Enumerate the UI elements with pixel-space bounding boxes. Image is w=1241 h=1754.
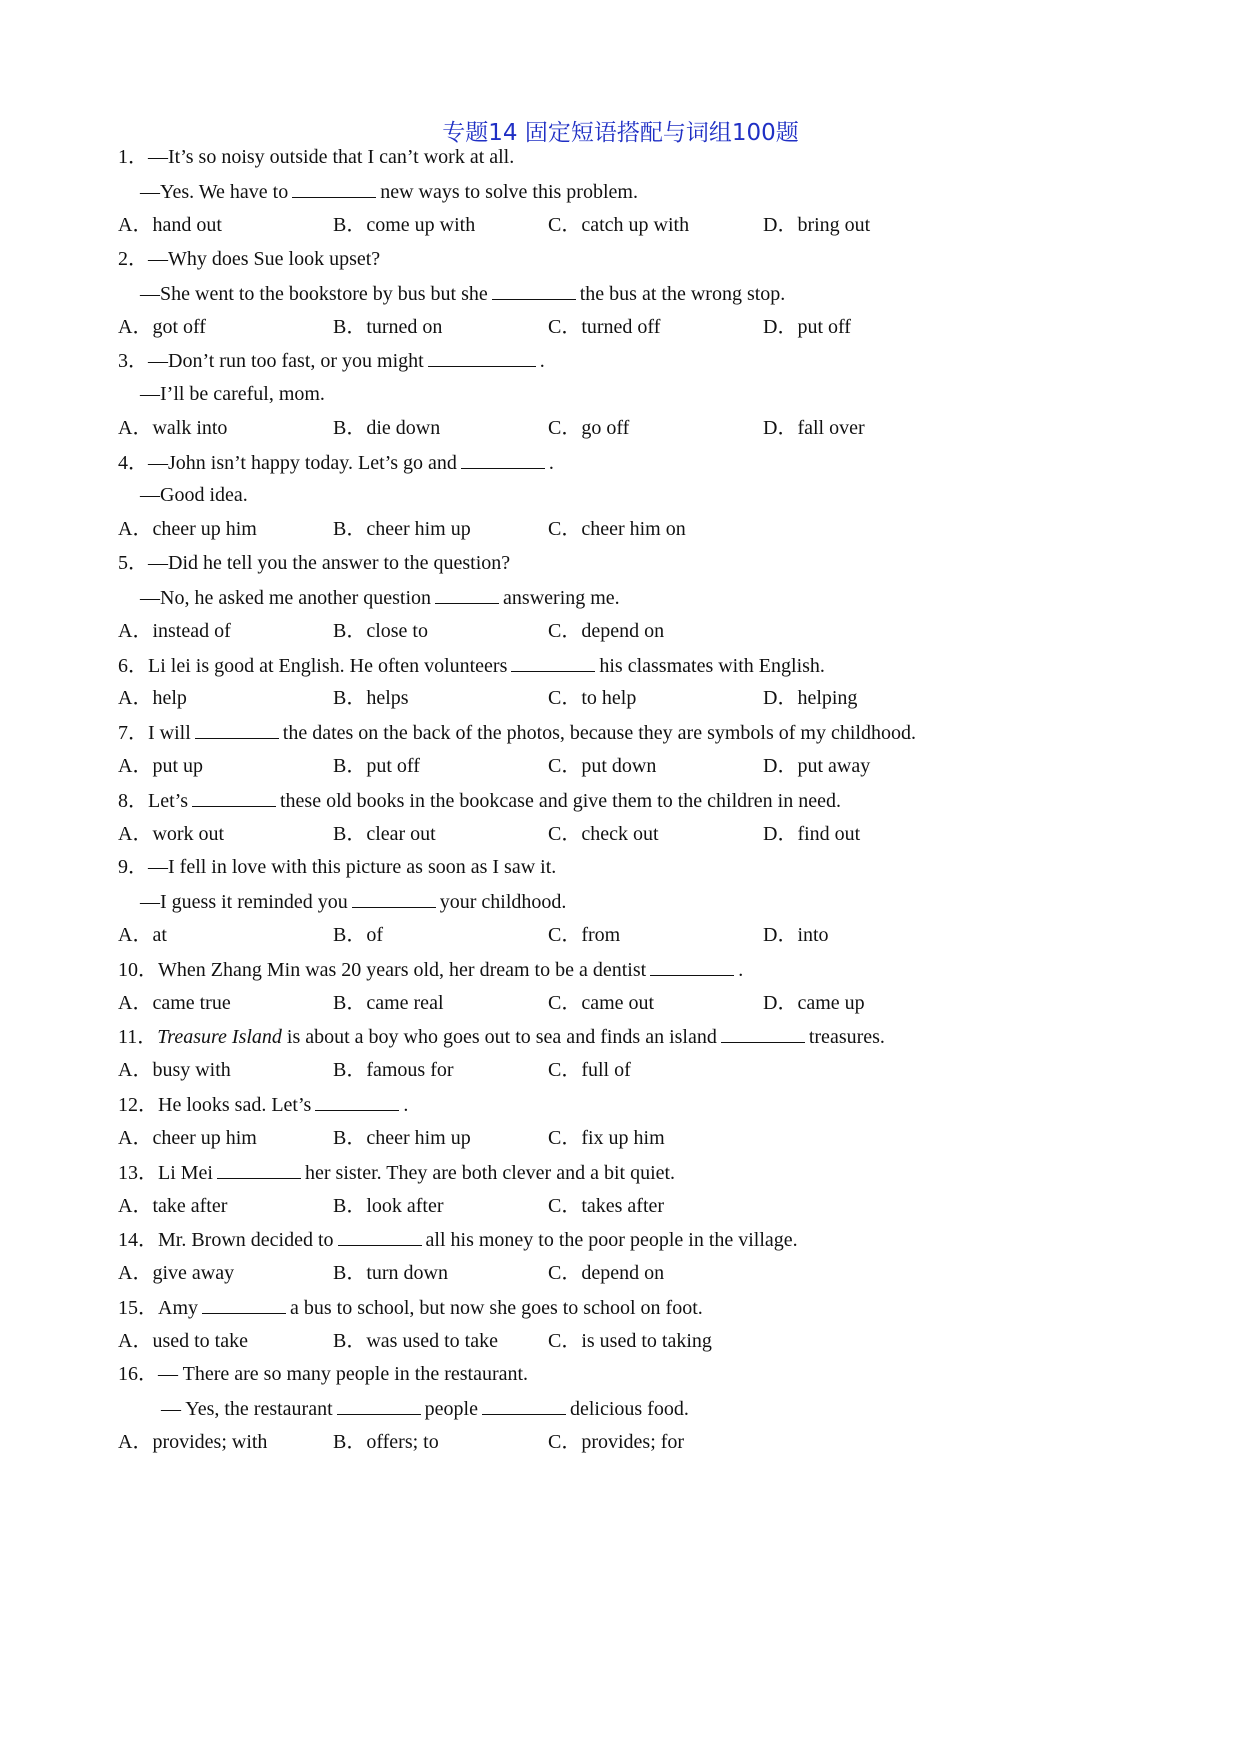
option-b: B．close to bbox=[333, 620, 428, 642]
option-c: C．put down bbox=[548, 755, 657, 777]
option-b: B．was used to take bbox=[333, 1330, 498, 1352]
option-c: C．full of bbox=[548, 1059, 631, 1081]
option-a: A．used to take bbox=[118, 1330, 248, 1352]
question-16-reply: — Yes, the restaurant people delicious food. bbox=[161, 1398, 689, 1420]
option-c: C．turned off bbox=[548, 316, 661, 338]
question-6-stem: 6．Li lei is good at English. He often volunteers his classmates with English. bbox=[118, 655, 825, 677]
question-11-stem: 11．Treasure Island is about a boy who goes out to sea and finds an island treasures. bbox=[118, 1026, 885, 1048]
option-c: C．depend on bbox=[548, 1262, 665, 1284]
answer-blank bbox=[721, 1024, 805, 1043]
answer-blank bbox=[202, 1295, 286, 1314]
option-d: D．bring out bbox=[763, 214, 871, 236]
option-b: B．clear out bbox=[333, 823, 436, 845]
question-3-reply: —I’ll be careful, mom. bbox=[140, 383, 325, 405]
option-d: D．into bbox=[763, 924, 829, 946]
option-b: B．offers; to bbox=[333, 1431, 439, 1453]
answer-blank bbox=[292, 179, 376, 198]
option-b: B．put off bbox=[333, 755, 420, 777]
answer-blank bbox=[315, 1092, 399, 1111]
answer-blank bbox=[511, 653, 595, 672]
option-b: B．of bbox=[333, 924, 383, 946]
question-2-reply: —She went to the bookstore by bus but she the bus at the wrong stop. bbox=[140, 283, 786, 305]
option-c: C．catch up with bbox=[548, 214, 690, 236]
answer-blank bbox=[492, 281, 576, 300]
question-15-stem: 15．Amy a bus to school, but now she goes to school on foot. bbox=[118, 1297, 703, 1319]
answer-blank bbox=[352, 889, 436, 908]
question-7-stem: 7．I will the dates on the back of the photos, because they are symbols of my childhood. bbox=[118, 722, 916, 744]
option-b: B．cheer him up bbox=[333, 1127, 471, 1149]
question-13-stem: 13．Li Mei her sister. They are both clever and a bit quiet. bbox=[118, 1162, 676, 1184]
answer-blank bbox=[650, 957, 734, 976]
option-a: A．instead of bbox=[118, 620, 231, 642]
option-a: A．busy with bbox=[118, 1059, 231, 1081]
option-d: D．helping bbox=[763, 687, 858, 709]
option-b: B．famous for bbox=[333, 1059, 454, 1081]
option-d: D．find out bbox=[763, 823, 861, 845]
option-b: B．come up with bbox=[333, 214, 476, 236]
question-5-reply: —No, he asked me another question answering me. bbox=[140, 587, 620, 609]
option-d: D．put off bbox=[763, 316, 851, 338]
question-10-stem: 10．When Zhang Min was 20 years old, her dream to be a dentist . bbox=[118, 959, 744, 981]
option-a: A．give away bbox=[118, 1262, 235, 1284]
option-a: A．cheer up him bbox=[118, 1127, 257, 1149]
question-1-reply: —Yes. We have to new ways to solve this problem. bbox=[140, 181, 638, 203]
option-a: A．hand out bbox=[118, 214, 222, 236]
option-b: B．cheer him up bbox=[333, 518, 471, 540]
question-5-stem: 5．—Did he tell you the answer to the question? bbox=[118, 552, 511, 574]
question-12-stem: 12．He looks sad. Let’s . bbox=[118, 1094, 409, 1116]
option-a: A．cheer up him bbox=[118, 518, 257, 540]
option-a: A．came true bbox=[118, 992, 231, 1014]
option-c: C．takes after bbox=[548, 1195, 665, 1217]
option-a: A．put up bbox=[118, 755, 203, 777]
option-b: B．look after bbox=[333, 1195, 444, 1217]
option-a: A．take after bbox=[118, 1195, 228, 1217]
option-b: B．came real bbox=[333, 992, 444, 1014]
answer-blank bbox=[461, 450, 545, 469]
answer-blank bbox=[192, 788, 276, 807]
option-c: C．is used to taking bbox=[548, 1330, 712, 1352]
answer-blank bbox=[195, 720, 279, 739]
option-b: B．turned on bbox=[333, 316, 443, 338]
answer-blank bbox=[337, 1396, 421, 1415]
question-9-stem: 9．—I fell in love with this picture as soon as I saw it. bbox=[118, 856, 557, 878]
option-c: C．fix up him bbox=[548, 1127, 665, 1149]
option-a: A．got off bbox=[118, 316, 206, 338]
option-b: B．turn down bbox=[333, 1262, 448, 1284]
option-c: C．go off bbox=[548, 417, 630, 439]
option-c: C．to help bbox=[548, 687, 637, 709]
option-c: C．provides; for bbox=[548, 1431, 685, 1453]
answer-blank bbox=[428, 348, 536, 367]
option-a: A．provides; with bbox=[118, 1431, 268, 1453]
option-c: C．check out bbox=[548, 823, 659, 845]
option-a: A．walk into bbox=[118, 417, 228, 439]
option-d: D．fall over bbox=[763, 417, 865, 439]
page-title: 专题14 固定短语搭配与词组100题 bbox=[442, 120, 799, 146]
option-b: B．helps bbox=[333, 687, 409, 709]
answer-blank bbox=[435, 585, 499, 604]
option-c: C．depend on bbox=[548, 620, 665, 642]
question-2-stem: 2．—Why does Sue look upset? bbox=[118, 248, 381, 270]
question-14-stem: 14．Mr. Brown decided to all his money to the poor people in the village. bbox=[118, 1229, 798, 1251]
question-3-stem: 3．—Don’t run too fast, or you might . bbox=[118, 350, 545, 372]
answer-blank bbox=[217, 1160, 301, 1179]
question-16-stem: 16．— There are so many people in the restaurant. bbox=[118, 1363, 529, 1385]
option-d: D．came up bbox=[763, 992, 865, 1014]
option-d: D．put away bbox=[763, 755, 871, 777]
option-c: C．cheer him on bbox=[548, 518, 686, 540]
option-b: B．die down bbox=[333, 417, 441, 439]
answer-blank bbox=[338, 1227, 422, 1246]
question-1-stem: 1．—It’s so noisy outside that I can’t work at all. bbox=[118, 146, 515, 168]
option-c: C．from bbox=[548, 924, 621, 946]
option-a: A．at bbox=[118, 924, 167, 946]
answer-blank bbox=[482, 1396, 566, 1415]
option-c: C．came out bbox=[548, 992, 655, 1014]
option-a: A．work out bbox=[118, 823, 225, 845]
question-9-reply: —I guess it reminded you your childhood. bbox=[140, 891, 567, 913]
question-8-stem: 8．Let’s these old books in the bookcase and give them to the children in need. bbox=[118, 790, 841, 812]
option-a: A．help bbox=[118, 687, 187, 709]
question-4-stem: 4．—John isn’t happy today. Let’s go and . bbox=[118, 452, 554, 474]
question-4-reply: —Good idea. bbox=[140, 484, 248, 506]
